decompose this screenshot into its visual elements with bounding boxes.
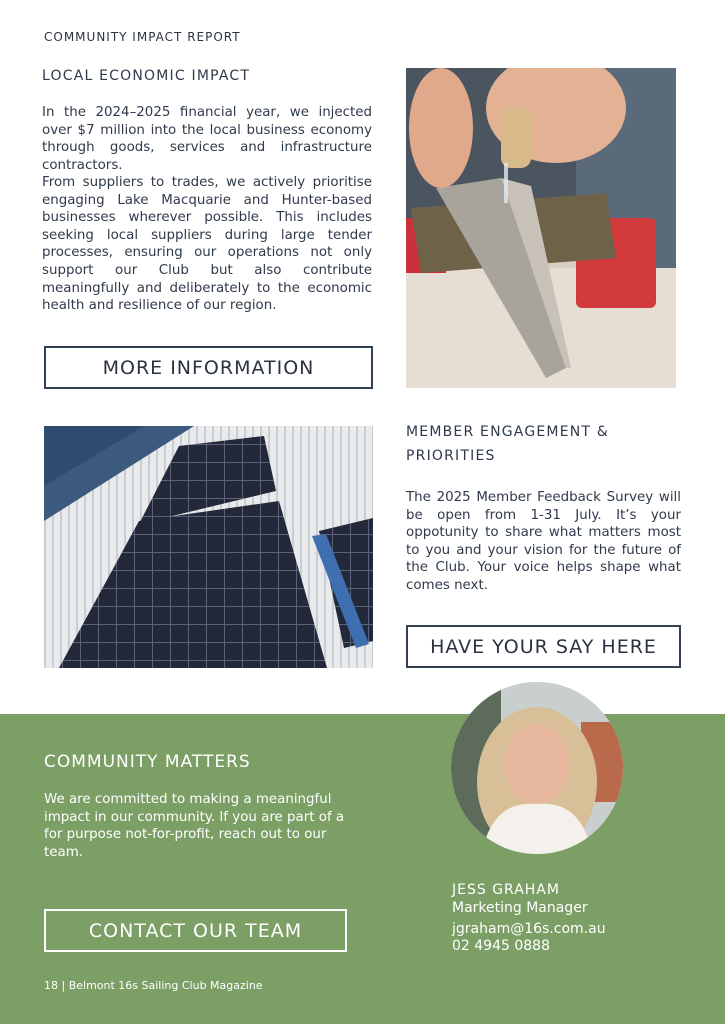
have-your-say-button[interactable]: HAVE YOUR SAY HERE <box>406 625 681 668</box>
local-economic-para-2: From suppliers to trades, we actively prioritise engaging Lake Macquarie and Hunter-based businesses wherever possible. This includes seeking local suppliers during large tender processes, ensuring our operations not only support our Club but also contribute meaningfully and deliberately to the economic health and resilience of our region. <box>42 175 372 314</box>
member-engagement-heading-line-1: MEMBER ENGAGEMENT & <box>406 424 609 440</box>
report-header: COMMUNITY IMPACT REPORT <box>44 30 241 44</box>
more-information-button[interactable]: MORE INFORMATION <box>44 346 373 389</box>
community-matters-para: We are committed to making a meaningful impact in our community. If you are part of a for purpose not-for-profit, reach out to our team. <box>44 792 345 860</box>
contact-email[interactable]: jgraham@16s.com.au <box>452 921 606 937</box>
member-engagement-heading-line-2: PRIORITIES <box>406 448 496 464</box>
footer-page-label: 18 | Belmont 16s Sailing Club Magazine <box>44 979 263 992</box>
contact-phone: 02 4945 0888 <box>452 938 550 954</box>
contact-name: JESS GRAHAM <box>452 882 560 898</box>
community-matters-heading: COMMUNITY MATTERS <box>44 752 251 772</box>
jess-graham-avatar <box>451 682 623 854</box>
knife-sharpening-photo <box>406 68 676 388</box>
local-economic-heading: LOCAL ECONOMIC IMPACT <box>42 68 251 84</box>
contact-role: Marketing Manager <box>452 900 588 916</box>
solar-panels-photo <box>44 426 373 668</box>
local-economic-para-1: In the 2024–2025 financial year, we injected over $7 million into the local business economy through goods, services and infrastructure contractors. <box>42 105 372 173</box>
member-engagement-para: The 2025 Member Feedback Survey will be open from 1-31 July. It’s your oppotunity to share what matters most to you and your vision for the future of the Club. Your voice helps shape what comes next. <box>406 490 681 593</box>
contact-our-team-button[interactable]: CONTACT OUR TEAM <box>44 909 347 952</box>
